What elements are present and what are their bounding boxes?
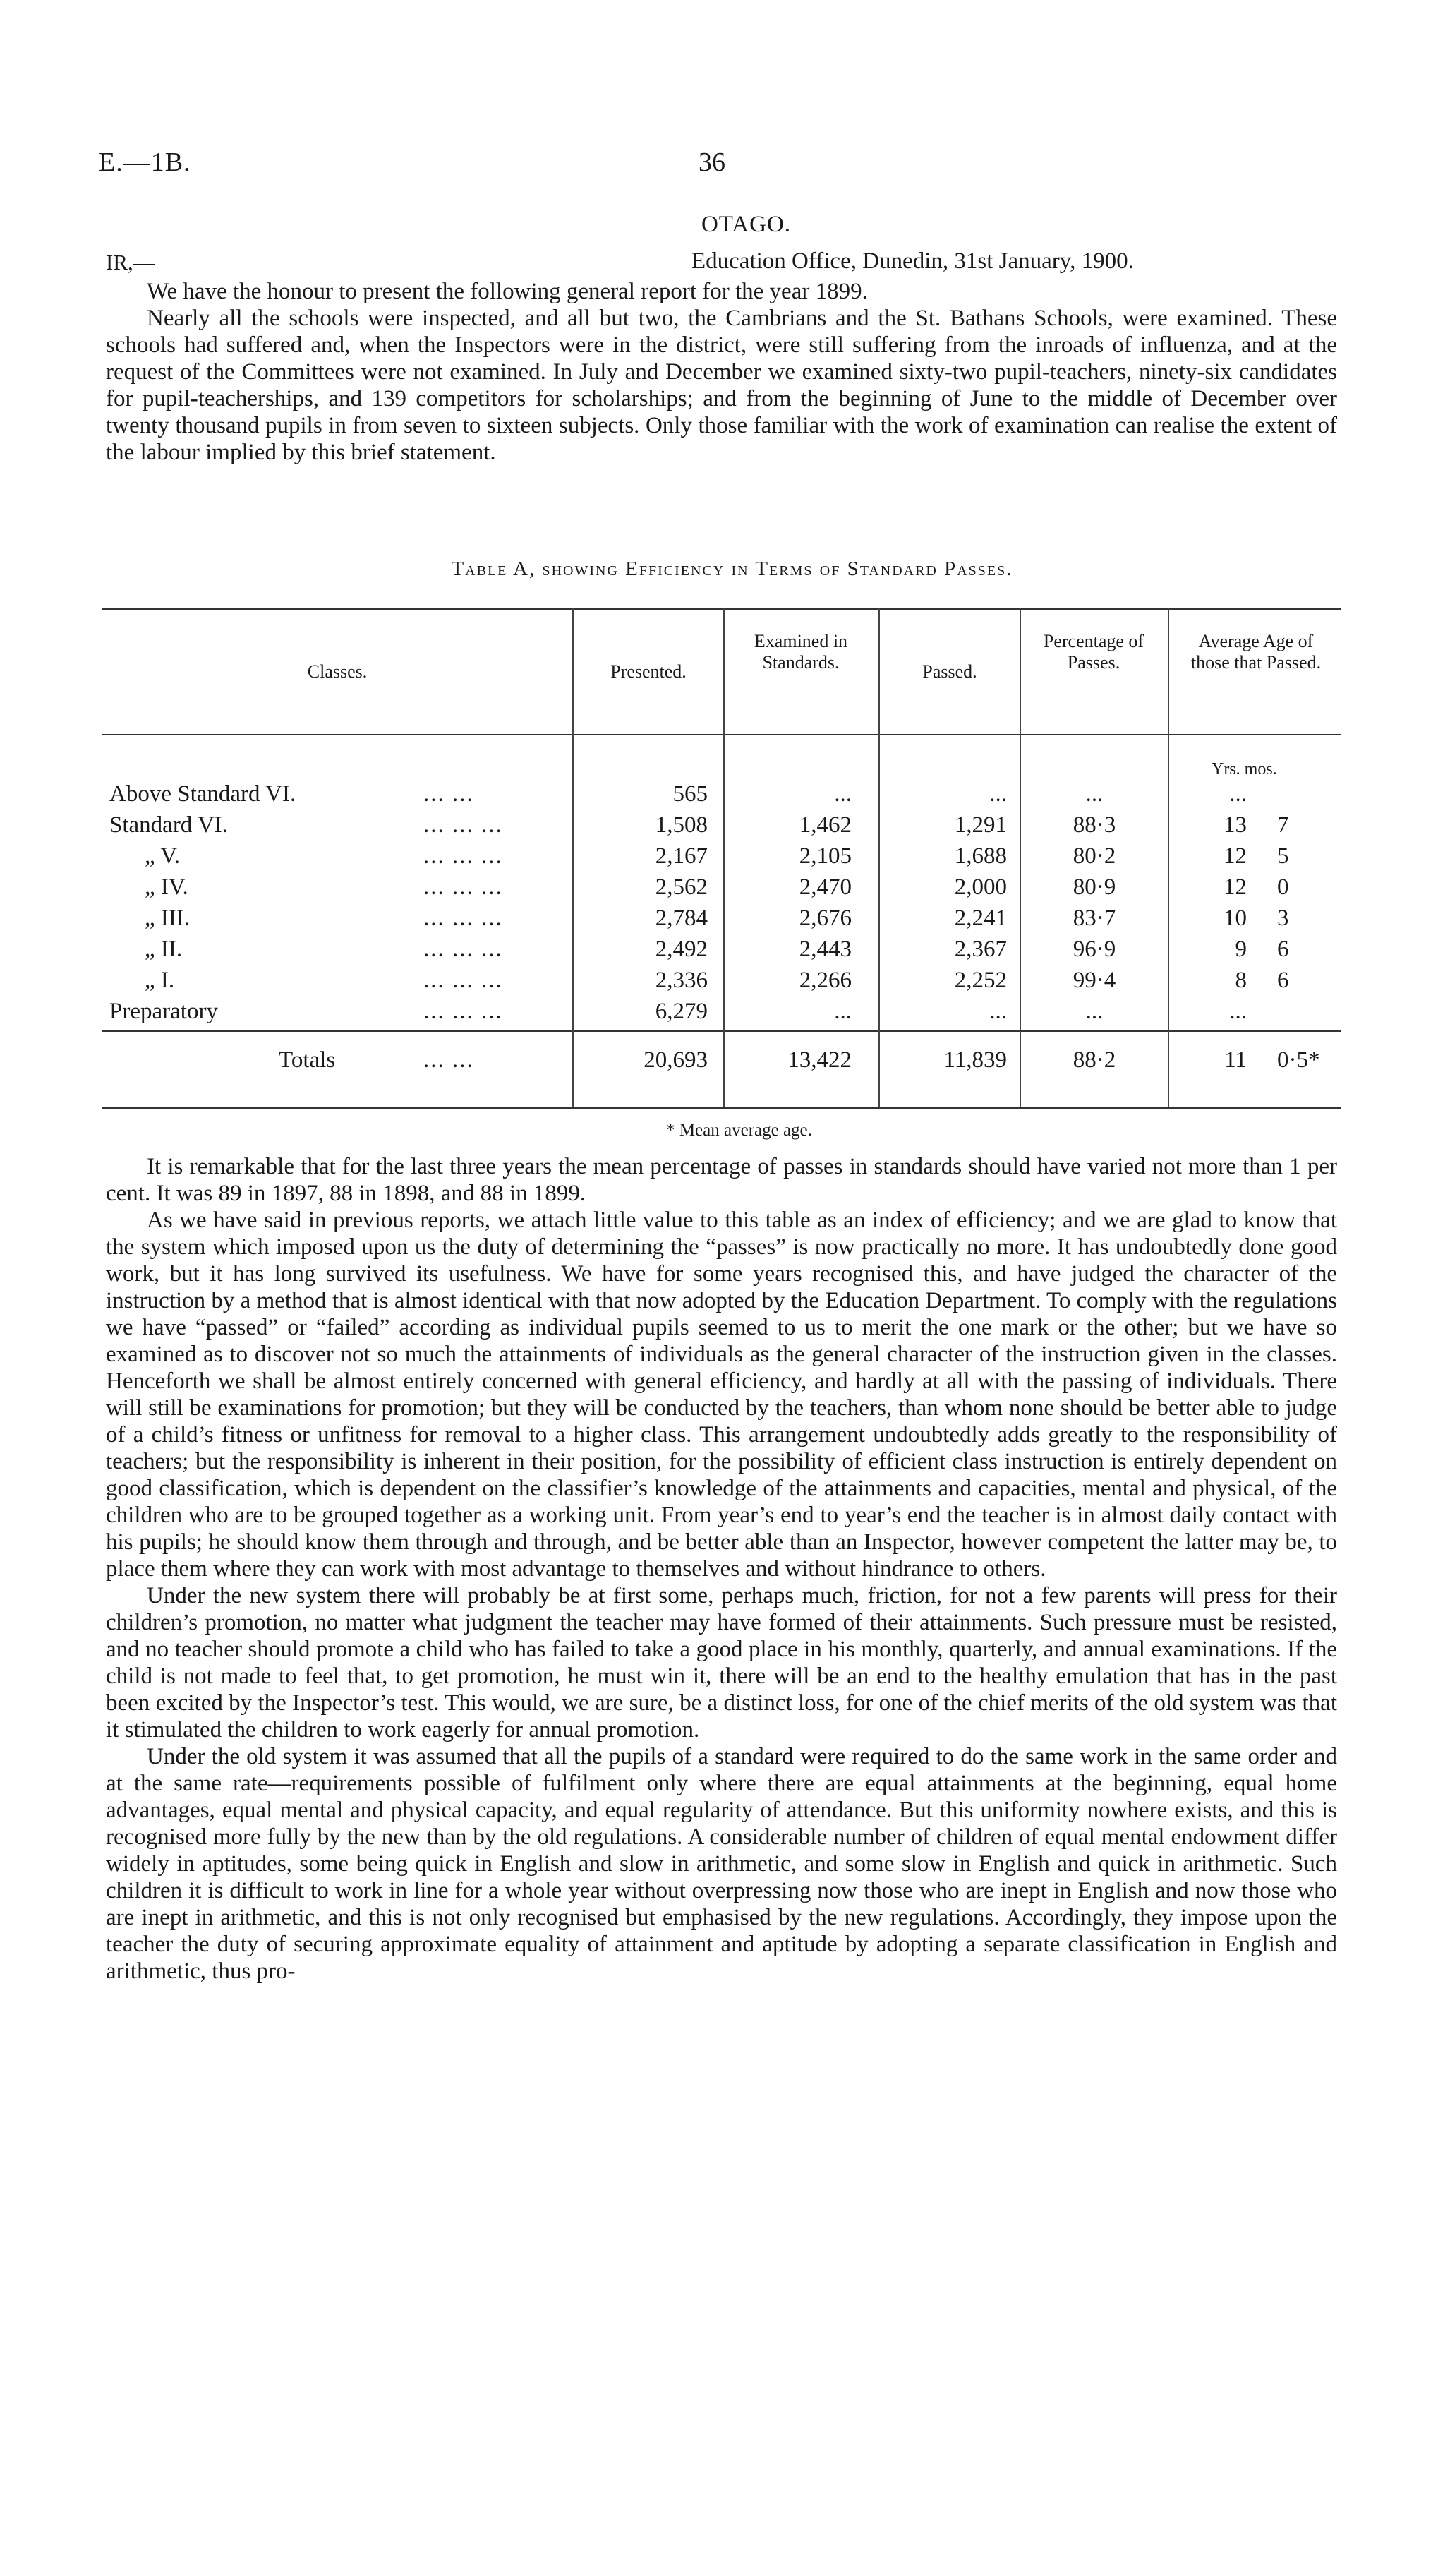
age-units: Yrs. mos. xyxy=(1212,760,1277,778)
row-leader: ... ... ... xyxy=(423,937,503,962)
row-leader: ... ... ... xyxy=(423,999,503,1024)
totals-rule xyxy=(102,1030,1341,1032)
document-code: E.—1B. xyxy=(99,148,191,177)
row-age-months: 7 xyxy=(1277,812,1289,838)
row-age-years: ... xyxy=(1229,999,1247,1024)
header-rule xyxy=(102,734,1341,735)
row-age-years: 12 xyxy=(1224,874,1247,900)
body-paragraph: Under the new system there will probably be at first some, perhaps much, friction, for not a few parents will press for their children’s promotion, no matter what judgment the teacher may have formed of their attainments. Such pressure must be resisted, and no teacher should promote a child who has failed to take a good place in his monthly, quarterly, and annual examinations. If the child is not made to feel that, to get promotion, he must win it, there will be an end to the healthy emulation that has in the past been excited by the Inspector’s test. This would, we are sure, be a distinct loss, for one of the chief merits of the old system was that it stimulated the children to work eagerly for annual promotion. xyxy=(106,1583,1337,1743)
body-paragraph: Under the old system it was assumed that all the pupils of a standard were required to do the same work in the same order and at the same rate—requirements possible of fulfilment only where there are equal attainments at the beginning, equal home advantages, equal mental and physical capacity, and equal regularity of attendance. But this uniformity nowhere exists, and this is recognised more fully by the new than by the old regulations. A considerable number of children of equal mental endowment differ widely in aptitudes, some being quick in English and slow in arithmetic, and some slow in English and quick in arithmetic. Such children it is difficult to work in line for a whole year without overpressing now those who are inept in English and now those who are inept in arithmetic, and this is not only recognised but emphasised by the new regulations. Accordingly, they impose upon the teacher the duty of securing approximate equality of attainment and aptitude by adopting a separate classification in English and arithmetic, thus pro- xyxy=(106,1744,1337,1984)
row-examined: 1,462 xyxy=(799,812,852,838)
row-percentage: 96·9 xyxy=(1073,937,1116,962)
row-label: „ III. xyxy=(145,905,191,931)
row-percentage: 99·4 xyxy=(1073,968,1116,993)
row-passed: 2,000 xyxy=(954,874,1007,900)
header-classes: Classes. xyxy=(307,661,368,682)
table-bottom-rule xyxy=(102,1107,1341,1109)
row-label: „ II. xyxy=(145,937,183,962)
row-passed: 1,688 xyxy=(954,843,1007,869)
row-examined: 2,470 xyxy=(799,874,852,900)
row-percentage: 83·7 xyxy=(1073,905,1116,931)
row-leader: ... ... ... xyxy=(423,874,503,900)
row-label: „ I. xyxy=(145,968,175,993)
row-presented: 1,508 xyxy=(655,812,708,838)
header-presented: Presented. xyxy=(610,661,687,682)
row-passed: 2,241 xyxy=(954,905,1007,931)
row-passed: 2,252 xyxy=(954,968,1007,993)
row-label: „ V. xyxy=(145,843,181,869)
header-percentage: Percentage of Passes. xyxy=(1043,631,1144,673)
totals-percentage: 88·2 xyxy=(1073,1047,1116,1073)
row-percentage: 80·9 xyxy=(1073,874,1116,900)
row-age-years: 12 xyxy=(1224,843,1247,869)
totals-label: Totals xyxy=(279,1047,336,1073)
row-label: „ IV. xyxy=(145,874,188,900)
row-passed: 1,291 xyxy=(954,812,1007,838)
row-examined: ... xyxy=(834,999,852,1024)
row-leader: ... ... ... xyxy=(423,812,503,838)
table-caption: Table A, showing Efficiency in Terms of Standard Passes. xyxy=(451,558,1013,580)
row-leader: ... ... ... xyxy=(423,968,503,993)
row-presented: 565 xyxy=(672,781,708,807)
row-leader: ... ... xyxy=(423,781,474,807)
totals-passed: 11,839 xyxy=(943,1047,1007,1073)
header-passed: Passed. xyxy=(922,661,977,682)
row-examined: 2,676 xyxy=(799,905,852,931)
row-passed: 2,367 xyxy=(954,937,1007,962)
region-title: OTAGO. xyxy=(701,212,792,237)
totals-age-years: 11 xyxy=(1224,1047,1247,1073)
row-percentage: ... xyxy=(1085,999,1104,1024)
table-top-rule xyxy=(102,608,1341,610)
body-paragraph: It is remarkable that for the last three years the mean percentage of passes in standards should have varied not more than 1 per cent. It was 89 in 1897, 88 in 1898, and 88 in 1899. xyxy=(106,1154,1337,1206)
totals-presented: 20,693 xyxy=(644,1047,708,1073)
totals-leader: ... ... xyxy=(423,1047,474,1073)
salutation: IR,— xyxy=(106,250,155,275)
header-average-age: Average Age of those that Passed. xyxy=(1190,631,1322,673)
row-age-years: 9 xyxy=(1235,937,1247,962)
row-age-months: 3 xyxy=(1277,905,1289,931)
totals-age-months: 0·5* xyxy=(1277,1047,1320,1073)
row-presented: 2,784 xyxy=(655,905,708,931)
efficiency-table xyxy=(102,608,1341,1109)
row-percentage: 88·3 xyxy=(1073,812,1116,838)
row-leader: ... ... ... xyxy=(423,905,503,931)
row-examined: ... xyxy=(834,781,852,807)
row-age-months: 6 xyxy=(1277,968,1289,993)
header-examined: Examined in Standards. xyxy=(754,631,848,673)
row-age-years: ... xyxy=(1229,781,1247,807)
body-paragraph: As we have said in previous reports, we attach little value to this table as an index of efficiency; and we are glad to know that the system which imposed upon us the duty of determining the “passes” is now practically no more. It has undoubtedly done good work, but it has long survived its usefulness. We have for some years recognised this, and have judged the character of the instruction by a method that is almost identical with that now adopted by the Education Department. To comply with the regulations we have “passed” or “failed” according as individual pupils seemed to us to merit the one mark or the other; but we have so examined as to discover not so much the attainments of individuals as the general character of the instruction given in the classes. Henceforth we shall be almost entirely concerned with general efficiency, and hardly at all with the passing of individuals. There will still be examinations for promotion; but they will be conducted by the teachers, than whom none should be better able to judge of a child’s fitness or unfitness for removal to a higher class. This arrangement undoubtedly adds greatly to the responsibility of teachers; but the responsibility is inherent in their position, for the possibility of efficient class instruction is entirely dependent on good classification, which is dependent on the classifier’s knowledge of the attainments and capacities, mental and physical, of the children who are to be grouped together as a working unit. From year’s end to year’s end the teacher is in almost daily contact with his pupils; he should know them through and through, and be better able than an Inspector, however competent the latter may be, to place them where they can work with most advantage to themselves and without hindrance to others. xyxy=(106,1208,1337,1582)
row-percentage: 80·2 xyxy=(1073,843,1116,869)
row-label: Above Standard VI. xyxy=(109,781,296,807)
row-age-months: 0 xyxy=(1277,874,1289,900)
row-presented: 6,279 xyxy=(655,999,708,1024)
row-passed: ... xyxy=(989,999,1007,1024)
intro-text xyxy=(106,278,1337,466)
row-age-years: 10 xyxy=(1224,905,1247,931)
row-presented: 2,167 xyxy=(655,843,708,869)
row-passed: ... xyxy=(989,781,1007,807)
row-percentage: ... xyxy=(1085,781,1104,807)
row-age-years: 8 xyxy=(1235,968,1247,993)
page-number: 36 xyxy=(699,148,725,177)
row-age-years: 13 xyxy=(1224,812,1247,838)
table-footnote: * Mean average age. xyxy=(666,1121,812,1140)
row-age-months: 6 xyxy=(1277,937,1289,962)
row-examined: 2,105 xyxy=(799,843,852,869)
row-age-months: 5 xyxy=(1277,843,1289,869)
dateline: Education Office, Dunedin, 31st January, 1900. xyxy=(691,248,1134,274)
row-label: Standard VI. xyxy=(109,812,229,838)
intro-paragraph: We have the honour to present the following general report for the year 1899. xyxy=(147,279,868,304)
row-examined: 2,266 xyxy=(799,968,852,993)
row-presented: 2,562 xyxy=(655,874,708,900)
row-presented: 2,492 xyxy=(655,937,708,962)
row-presented: 2,336 xyxy=(655,968,708,993)
report-text xyxy=(106,1153,1337,1985)
row-examined: 2,443 xyxy=(799,937,852,962)
intro-paragraph: Nearly all the schools were inspected, and all but two, the Cambrians and the St. Bathans Schools, were examined. These schools had suffered and, when the Inspectors were in the district, were still suffering from the inroads of influenza, and at the request of the Committees were not examined. In July and December we examined sixty-two pupil-teachers, ninety-six candidates for pupil-teacherships, and 139 competitors for scholarships; and from the beginning of June to the middle of December over twenty thousand pupils in from seven to sixteen subjects. Only those familiar with the work of examination can realise the extent of the labour implied by this brief statement. xyxy=(106,306,1337,465)
totals-examined: 13,422 xyxy=(787,1047,852,1073)
row-leader: ... ... ... xyxy=(423,843,503,869)
row-label: Preparatory xyxy=(109,999,218,1024)
